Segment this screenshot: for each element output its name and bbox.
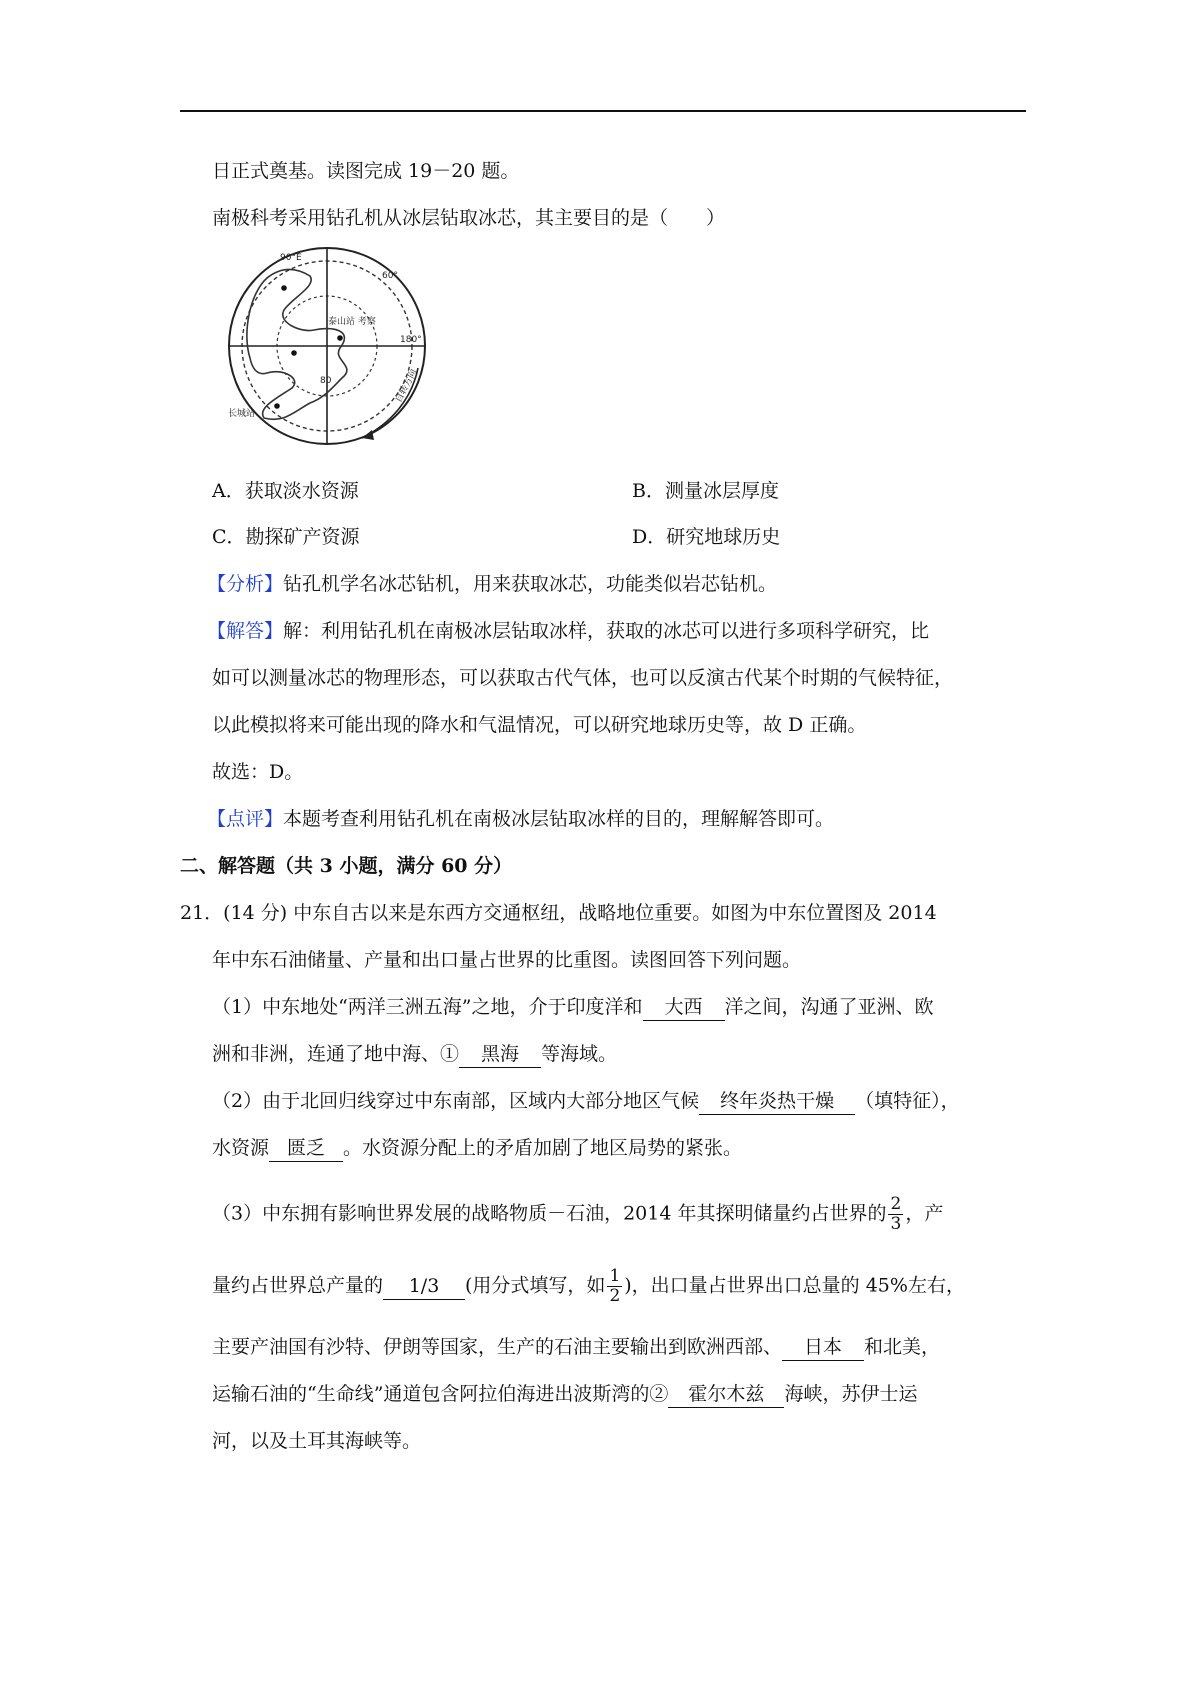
station-dot-3 (337, 335, 343, 341)
analysis-line (207, 571, 777, 597)
q21-p3-text-a: （3）中东拥有影响世界发展的战略物质－石油，2014 年其探明储量约占世界的 (212, 1202, 887, 1225)
question-stem: 南极科考采用钻孔机从冰层钻取冰芯，其主要目的是（ ） (212, 207, 726, 229)
solution-line-1 (207, 618, 929, 644)
option-c: C．勘探矿产资源 (212, 526, 360, 548)
q21-p3-line-1 (212, 1196, 943, 1233)
q21-p3-text-f: 主要产油国有沙特、伊朗等国家，生产的石油主要输出到欧洲西部、 (212, 1336, 783, 1358)
fraction-1-denominator: 3 (890, 1214, 902, 1234)
q21-p3-text-i: 海峡，苏伊士运 (784, 1383, 918, 1405)
comment-text: 本题考查利用钻孔机在南极冰层钻取冰样的目的，理解解答即可。 (283, 808, 835, 830)
q21-p2-text-c: 水资源 (212, 1137, 270, 1159)
comment-line (207, 806, 834, 832)
q21-p2-text-d: 。水资源分配上的矛盾加剧了地区局势的紧张。 (343, 1137, 743, 1159)
station-dot-1 (281, 285, 287, 291)
q21-p1-text-d: 等海域。 (541, 1043, 618, 1065)
label-90e: 90°E (280, 253, 302, 263)
q21-line-2: 年中东石油储量、产量和出口量占世界的比重图。读图回答下列问题。 (212, 949, 802, 971)
q21-p3-line-5: 河，以及土耳其海峡等。 (212, 1430, 422, 1452)
station-dot-4 (274, 403, 280, 409)
fraction-two-thirds (888, 1196, 903, 1233)
solution-text-1: 解：利用钻孔机在南极冰层钻取冰样，获取的冰芯可以进行多项科学研究，比 (283, 620, 930, 642)
answer-blank-1: 大西 (643, 994, 725, 1021)
q21-p2-text-b: （填特征）， (855, 1090, 960, 1112)
analysis-tag: 【分析】 (207, 573, 284, 595)
solution-line-2: 如可以测量冰芯的物理形态，可以获取古代气体，也可以反演古代某个时期的气候特征， (212, 667, 954, 689)
q21-p3-text-g: 和北美， (864, 1336, 941, 1358)
station-dot-2 (291, 350, 297, 356)
solution-line-3: 以此模拟将来可能出现的降水和气温情况，可以研究地球历史等，故 D 正确。 (212, 714, 867, 736)
label-rotation: 自转方向 (393, 367, 420, 405)
q21-p1-line-2 (212, 1041, 617, 1068)
fraction-one-half (607, 1268, 622, 1305)
rotation-arrowhead (362, 430, 374, 440)
answer-blank-5: 1/3 (383, 1273, 465, 1300)
analysis-text: 钻孔机学名冰芯钻机，用来获取冰芯，功能类似岩芯钻机。 (283, 573, 778, 595)
antarctica-polar-map (222, 238, 438, 454)
q21-p3-text-c: 量约占世界总产量的 (212, 1274, 384, 1297)
q21-p1-text-b: 洋之间，沟通了亚洲、欧 (724, 996, 934, 1018)
label-180: 180° (400, 335, 422, 345)
answer-blank-3: 终年炎热干燥 (699, 1088, 855, 1115)
label-station-2: 长城站 (228, 409, 256, 419)
fraction-1-numerator: 2 (890, 1194, 902, 1214)
label-station-1: 泰山站 考察 (328, 317, 376, 327)
q21-p2-text-a: （2）由于北回归线穿过中东南部，区域内大部分地区气候 (212, 1090, 700, 1112)
q21-p2-line-1 (212, 1088, 960, 1115)
q21-p3-text-h: 运输石油的“生命线”通道包含阿拉伯海进出波斯湾的② (212, 1383, 669, 1405)
q21-p3-line-3 (212, 1334, 940, 1361)
q21-p3-text-b: ，产 (905, 1202, 944, 1225)
answer-blank-6: 日本 (782, 1334, 864, 1361)
label-60: 60° (382, 271, 398, 281)
q21-p3-text-d: (用分式填写，如 (465, 1274, 606, 1297)
q21-line-1: 21．(14 分) 中东自古以来是东西方交通枢纽，战略地位重要。如图为中东位置图及 2014 (180, 902, 937, 924)
q21-p2-line-2 (212, 1135, 742, 1162)
intro-line: 日正式奠基。读图完成 19－20 题。 (212, 160, 520, 182)
option-d: D．研究地球历史 (632, 526, 781, 548)
comment-tag: 【点评】 (207, 808, 284, 830)
choose-line: 故选：D。 (212, 761, 304, 783)
q21-p3-line-2 (212, 1268, 965, 1305)
answer-blank-2: 黑海 (459, 1041, 541, 1068)
section-2-title: 二、解答题（共 3 小题，满分 60 分） (180, 855, 513, 877)
option-b: B．测量冰层厚度 (632, 480, 779, 502)
fraction-2-denominator: 2 (609, 1286, 621, 1306)
answer-blank-7: 霍尔木兹 (668, 1381, 784, 1408)
q21-p1-line-1 (212, 994, 934, 1021)
label-80: 80 (320, 376, 332, 386)
q21-p3-text-e: )，出口量占世界出口总量的 45%左右， (624, 1274, 965, 1297)
option-a: A．获取淡水资源 (212, 480, 359, 502)
q21-p1-text-a: （1）中东地处“两洋三洲五海”之地，介于印度洋和 (212, 996, 643, 1018)
header-rule (180, 110, 1026, 112)
q21-p1-text-c: 洲和非洲，连通了地中海、① (212, 1043, 460, 1065)
q21-p3-line-4 (212, 1381, 917, 1408)
fraction-2-numerator: 1 (609, 1266, 621, 1286)
solution-tag: 【解答】 (207, 620, 284, 642)
answer-blank-4: 匮乏 (269, 1135, 343, 1162)
